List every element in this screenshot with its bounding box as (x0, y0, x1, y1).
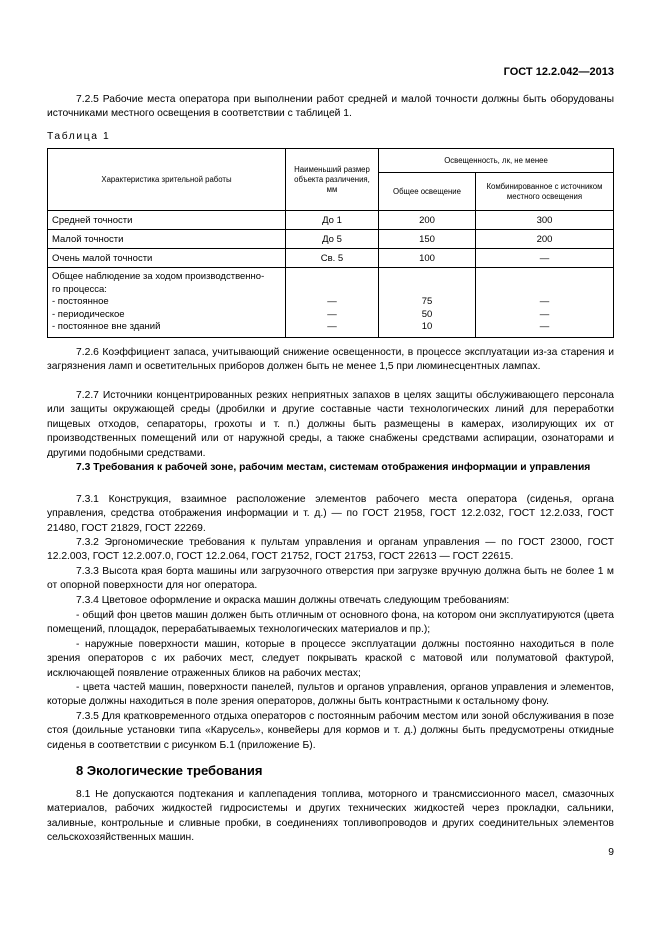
cell-label (48, 268, 286, 338)
col-header-size: Наименьший размер объекта различения, мм (286, 149, 379, 211)
cell-line: — (327, 308, 337, 320)
cell-line: - постоянное (52, 296, 109, 308)
col-header-combined: Комбинированное с источником местного освещения (476, 173, 614, 211)
cell-combined: — (476, 249, 614, 268)
cell-line: — (539, 296, 550, 308)
cell-line: Общее наблюдение за ходом производственно- (52, 271, 265, 282)
col-header-illumination: Освещенность, лк, не менее (379, 149, 614, 173)
paragraph-7-3-3: 7.3.3 Высота края борта машины или загрузочного отверстия при загрузке вручную должна быть не более 1 м от опорной поверхности для ног оператора. (47, 566, 614, 592)
paragraph-7-3-1: 7.3.1 Конструкция, взаимное расположение элементов рабочего места оператора (сиденья, органа управления, средства отображения информации и т. д.) — по ГОСТ 21958, ГОСТ 12.2.032, ГОСТ 12.2.033, ГОСТ 21480, ГОСТ 21829, ГОСТ 22269. (47, 494, 614, 534)
cell-line: — (327, 296, 337, 308)
table-row (48, 249, 614, 268)
cell-size (286, 268, 379, 338)
paragraph-7-3-4-a: - общий фон цветов машин должен быть отличным от основного фона, на котором они эксплуатируются (цвета помещений, площадок, перерабатываемых технологических материалов и пр.); (47, 610, 614, 636)
table-row (48, 268, 614, 338)
cell-line: го процесса: (52, 283, 107, 295)
cell-general (379, 268, 476, 338)
paragraph-7-2-7: 7.2.7 Источники концентрированных резких неприятных запахов в целях защиты обслуживающего персонала или защиты окружающей среды (дробилки и другие составные части технологических линий для переработки пищевых отходов, сепараторы, грохоты и т. п.) должны быть размещены в камерах, изолирующих их от производственных помещений или от наружной среды, а также снабжены средствами аспирации, озонаторами и другими подобными средствами. (47, 390, 614, 459)
paragraph-7-2-6: 7.2.6 Коэффициент запаса, учитывающий снижение освещенности, в процессе эксплуатации из-за старения и загрязнения ламп и осветительных приборов должен быть не менее 1,5 при люминесцентных лампах. (47, 347, 614, 373)
document-id: ГОСТ 12.2.042—2013 (503, 66, 614, 78)
paragraph-7-2-5: 7.2.5 Рабочие места оператора при выполнении работ средней и малой точности должны быть оборудованы источниками местного освещения в соответствии с таблицей 1. (47, 94, 614, 120)
illumination-table (47, 148, 614, 338)
cell-line: - постоянное вне зданий (52, 321, 161, 333)
cell-line: — (327, 321, 337, 333)
cell-combined (476, 268, 614, 338)
cell-line: 50 (421, 308, 433, 320)
cell-label: Малой точности (48, 230, 286, 249)
paragraph-7-3-5: 7.3.5 Для кратковременного отдыха операторов с постоянным рабочим местом или зоной обслуживания в позе стоя (доильные установки типа «Карусель», конвейеры для кормов и т. д.) должны быть предусмотрены откидные сиденья в соответствии с рисунком Б.1 (приложение Б). (47, 711, 614, 751)
paragraph-7-3-2: 7.3.2 Эргономические требования к пультам управления и органам управления — по ГОСТ 23000, ГОСТ 12.2.003, ГОСТ 12.2.007.0, ГОСТ 12.2.064, ГОСТ 21752, ГОСТ 21753, ГОСТ 22613 — ГОСТ 22615. (47, 537, 614, 563)
cell-general: 150 (379, 230, 476, 249)
paragraph-8-1: 8.1 Не допускаются подтекания и каплепадения топлива, моторного и трансмиссионного масел, смазочных материалов, рабочих жидкостей гидросистемы и других технических жидкостей через прокладки, сальники, заливные, контрольные и сливные пробки, в соединениях топливопроводов и других соединительных элементов сельскохозяйственных машин. (47, 789, 614, 844)
paragraph-7-3-4: 7.3.4 Цветовое оформление и окраска машин должны отвечать следующим требованиям: (76, 595, 510, 606)
cell-line: 10 (421, 321, 433, 333)
cell-label: Очень малой точности (48, 249, 286, 268)
cell-size: До 5 (286, 230, 379, 249)
section-heading-8: 8 Экологические требования (76, 763, 263, 778)
paragraph-7-3-4-c: - цвета частей машин, поверхности панелей, пультов и органов управления, органов управления и элементов, которые должны находиться в поле зрения операторов, должны быть контрастными к остальному фону. (47, 682, 614, 708)
cell-general: 100 (379, 249, 476, 268)
cell-general: 200 (379, 211, 476, 230)
cell-size: До 1 (286, 211, 379, 230)
section-heading-7-3: 7.3 Требования к рабочей зоне, рабочим местам, системам отображения информации и управления (76, 462, 591, 473)
cell-line: - периодическое (52, 308, 125, 320)
col-header-general: Общее освещение (379, 173, 476, 211)
cell-label: Средней точности (48, 211, 286, 230)
page-number: 9 (608, 847, 614, 858)
cell-line: — (539, 308, 550, 320)
cell-line: — (539, 321, 550, 333)
paragraph-7-3-4-b: - наружные поверхности машин, которые в процессе эксплуатации должны постоянно находиться в поле зрения операторов с их рабочих мест, следует покрывать краской с матовой или полуматовой фактурой, исключающей появление отраженных бликов на рабочих местах; (47, 639, 614, 679)
table-row (48, 211, 614, 230)
cell-combined: 200 (476, 230, 614, 249)
cell-size: Св. 5 (286, 249, 379, 268)
cell-line: 75 (421, 296, 433, 308)
table-row (48, 230, 614, 249)
col-header-work: Характеристика зрительной работы (48, 149, 286, 211)
cell-combined: 300 (476, 211, 614, 230)
table-caption: Таблица 1 (47, 131, 111, 142)
